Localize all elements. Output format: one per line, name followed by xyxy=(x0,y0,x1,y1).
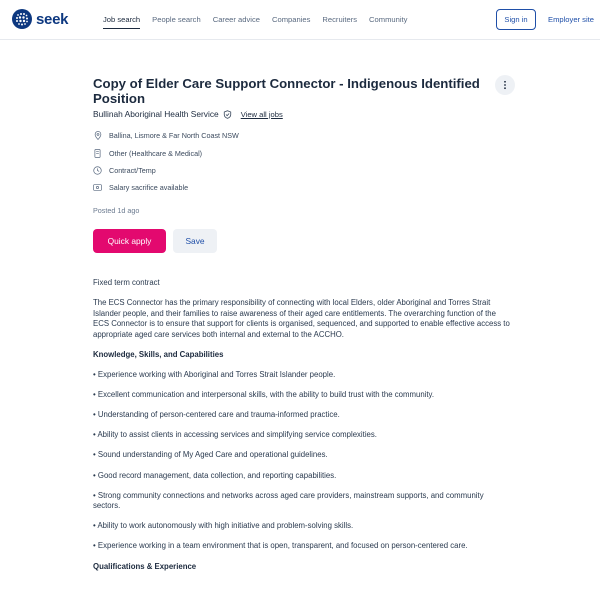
verified-badge-icon xyxy=(223,110,232,119)
job-title: Copy of Elder Care Support Connector - Indigenous Identified Position xyxy=(93,76,480,106)
more-options-button[interactable] xyxy=(495,75,515,95)
list-item: • Experience working in a team environment that is open, transparent, and focused on person-centered care. xyxy=(93,541,468,551)
list-item: • Strong community connections and networks across aged care providers, mainstream supports, and community sectors. xyxy=(93,490,484,511)
description-paragraph: The ECS Connector has the primary responsibility of connecting with local Elders, older Aboriginal and Torres Strait Islander people, and their families to raise awareness of their aged care entitlements. The overarching function of the ECS Connector is to ensure that support for clients is organised, sequenced, and supported to enable effective access to appropriate aged care services both internal and external to the ACCHO. xyxy=(93,298,510,339)
section-heading: Knowledge, Skills, and Capabilities xyxy=(93,349,224,359)
seek-logo[interactable] xyxy=(12,9,68,29)
money-icon xyxy=(93,183,102,192)
classification-text[interactable]: Other (Healthcare & Medical) xyxy=(109,149,203,158)
nav-career-advice[interactable]: Career advice xyxy=(212,15,260,24)
nav-companies[interactable]: Companies xyxy=(272,15,311,24)
top-header xyxy=(0,0,600,40)
quick-apply-button[interactable]: Quick apply xyxy=(93,229,166,253)
work-type-text: Contract/Temp xyxy=(109,166,156,175)
nav-recruiters[interactable]: Recruiters xyxy=(322,15,358,24)
seek-logo-icon xyxy=(12,9,32,29)
nav-community[interactable]: Community xyxy=(369,15,408,24)
list-item: • Sound understanding of My Aged Care and operational guidelines. xyxy=(93,450,328,460)
description-intro: Fixed term contract xyxy=(93,278,160,287)
salary-text: Salary sacrifice available xyxy=(109,183,189,192)
save-button[interactable]: Save xyxy=(173,229,217,253)
location-text[interactable]: Ballina, Lismore & Far North Coast NSW xyxy=(109,131,239,140)
list-item: • Ability to assist clients in accessing services and simplifying service complexities. xyxy=(93,430,377,440)
location-row xyxy=(93,131,239,140)
job-description xyxy=(93,278,513,582)
view-all-jobs-link[interactable]: View all jobs xyxy=(240,109,283,119)
list-item: • Experience working with Aboriginal and Torres Strait Islander people. xyxy=(93,370,336,380)
classification-row xyxy=(93,149,202,158)
main-nav xyxy=(103,0,419,40)
sign-in-button[interactable]: Sign in xyxy=(496,9,536,30)
company-name[interactable]: Bullinah Aboriginal Health Service xyxy=(93,109,219,119)
company-row xyxy=(93,109,283,119)
location-pin-icon xyxy=(93,131,102,140)
section-heading: Qualifications & Experience xyxy=(93,561,197,571)
list-item: • Good record management, data collection, and reporting capabilities. xyxy=(93,470,337,480)
work-type-row xyxy=(93,166,156,175)
briefcase-icon xyxy=(93,149,102,158)
list-item: • Excellent communication and interpersonal skills, with the ability to build trust with the community. xyxy=(93,390,435,400)
posted-date: Posted 1d ago xyxy=(93,206,140,215)
list-item: • Ability to work autonomously with high initiative and problem-solving skills. xyxy=(93,521,354,531)
clock-icon xyxy=(93,166,102,175)
more-vertical-icon xyxy=(500,80,510,90)
nav-job-search[interactable]: Job search xyxy=(103,0,140,40)
salary-row xyxy=(93,183,188,192)
nav-people-search[interactable]: People search xyxy=(152,15,201,24)
employer-site-link[interactable]: Employer site xyxy=(548,15,595,24)
logo-text: seek xyxy=(36,10,69,28)
list-item: • Understanding of person-centered care and trauma-informed practice. xyxy=(93,410,340,420)
